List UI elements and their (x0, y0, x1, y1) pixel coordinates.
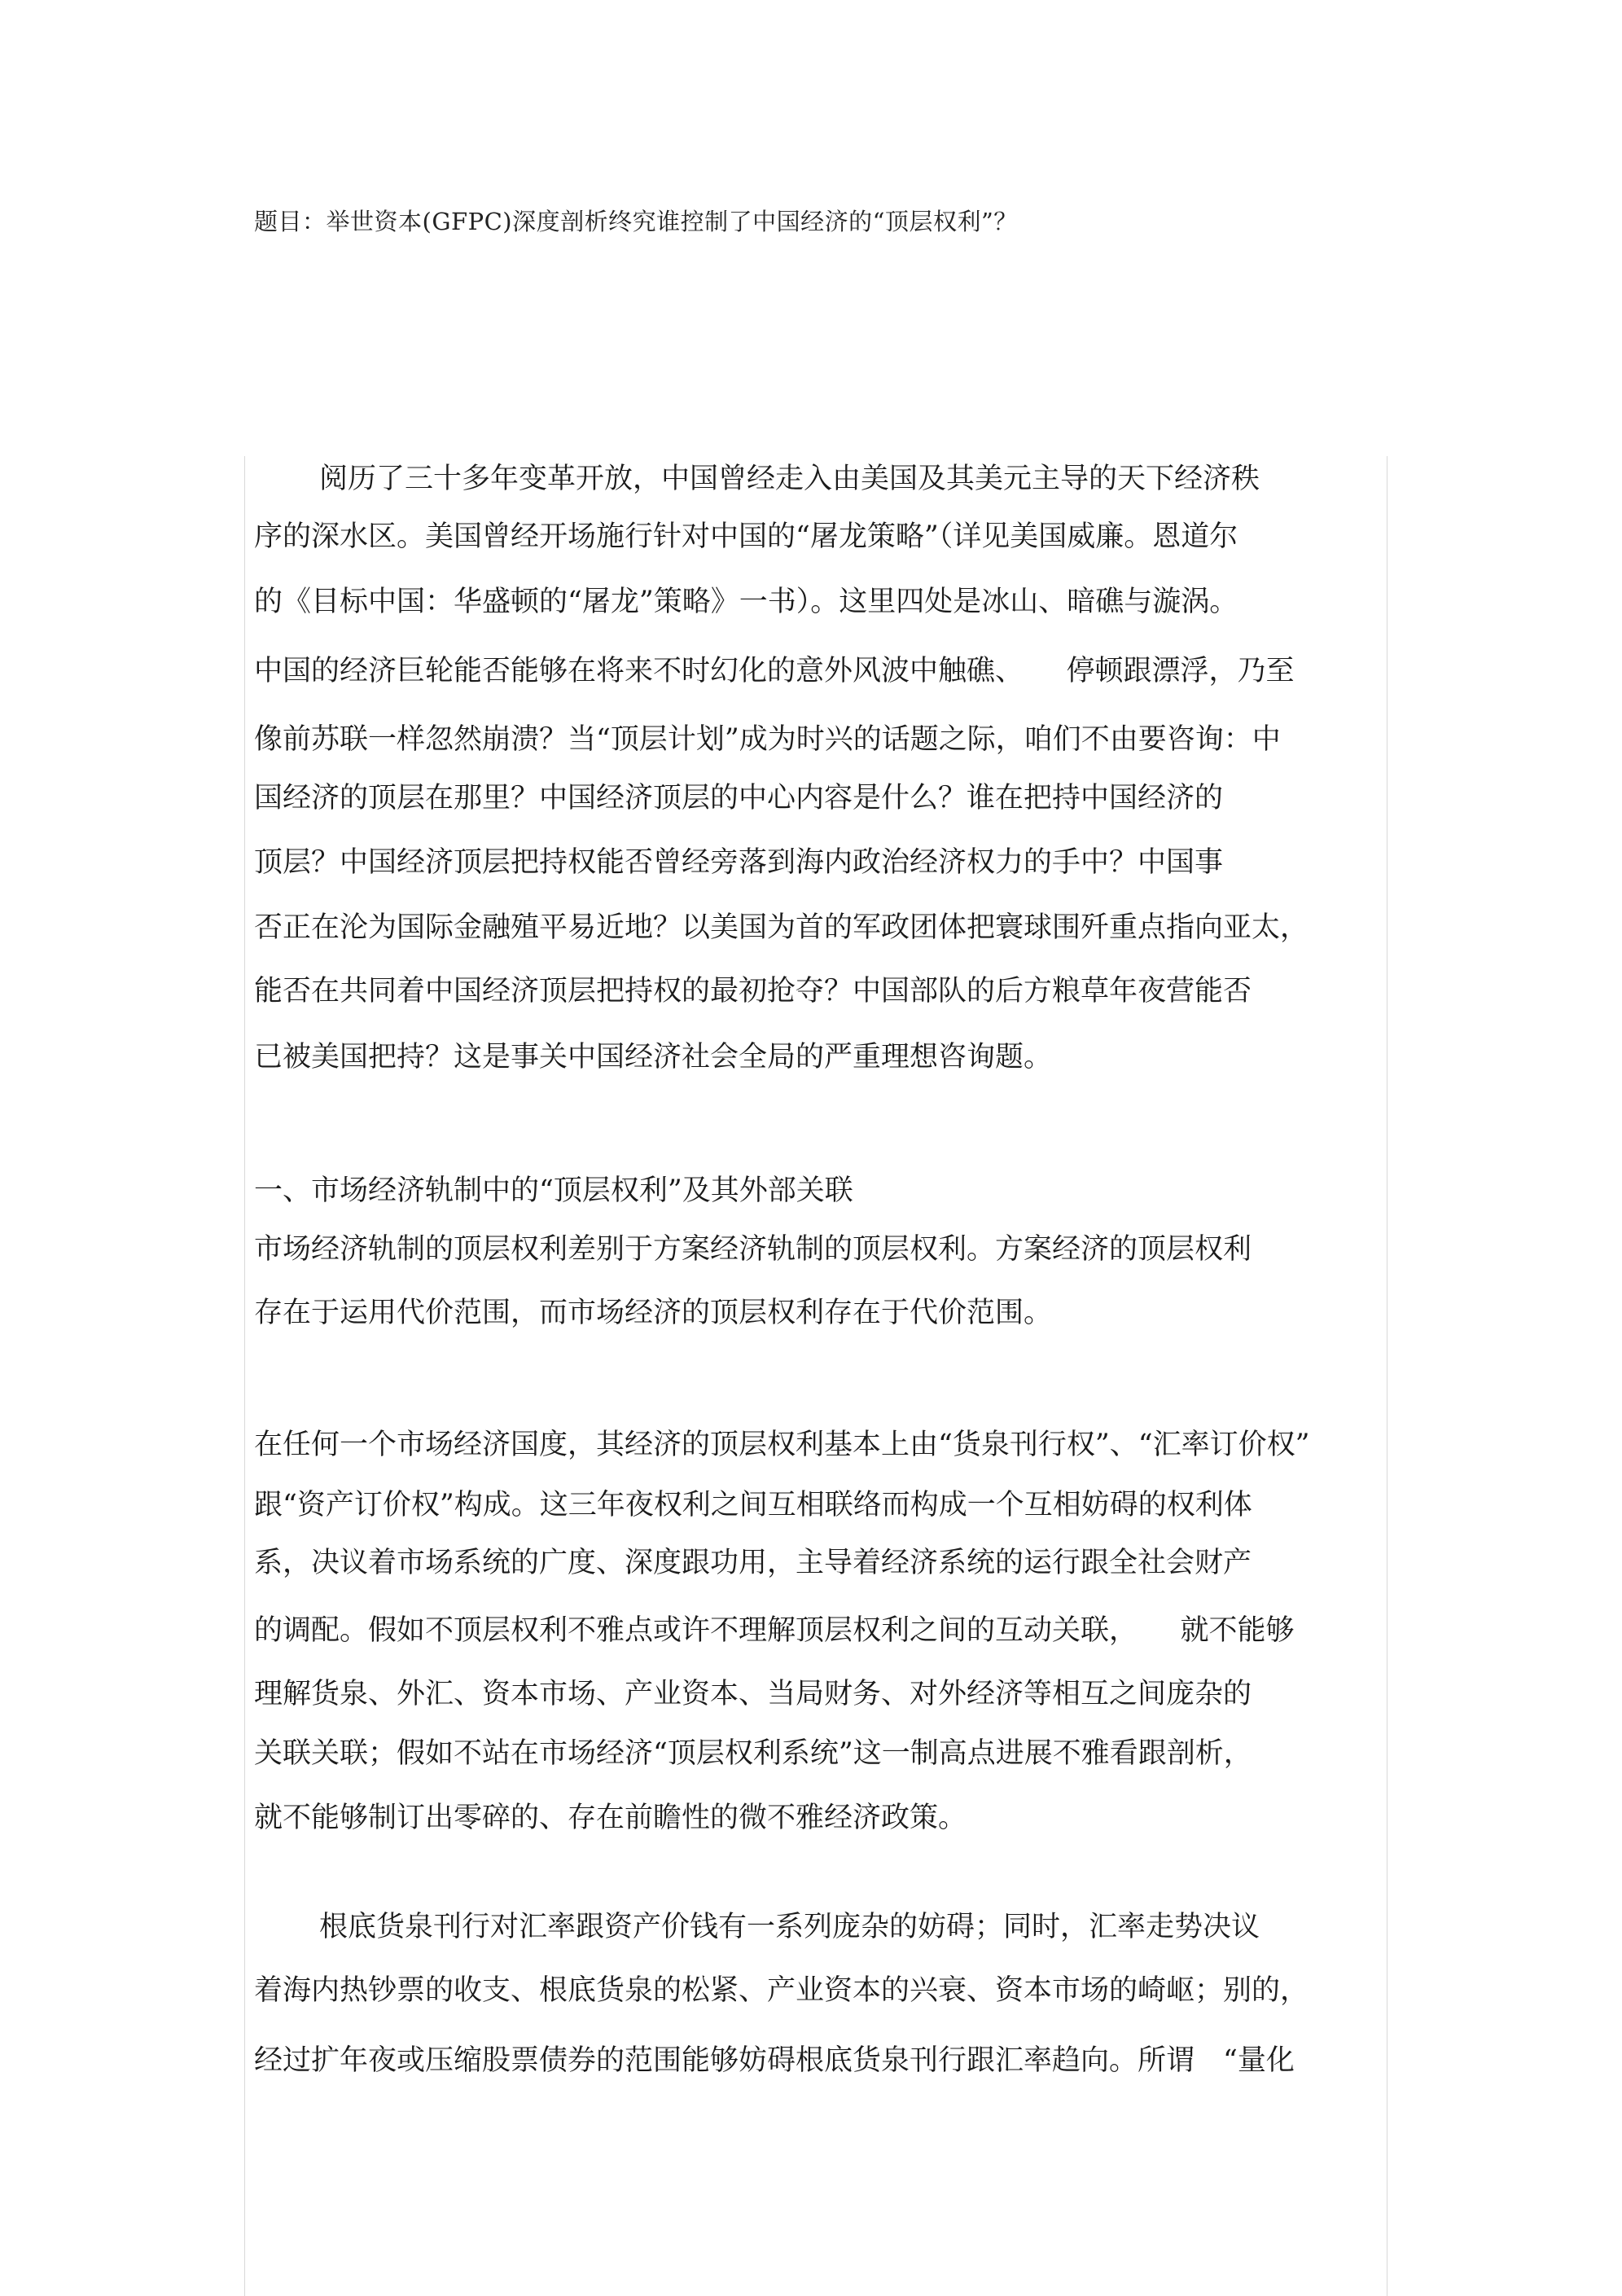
paragraph-line: 像前苏联一样忽然崩溃？当“顶层计划”成为时兴的话题之际，咱们不由要咨询：中 (254, 723, 1281, 756)
paragraph-line: 着海内热钞票的收支、根底货泉的松紧、产业资本的兴衰、资本市场的崎岖；别的， (254, 1974, 1309, 2007)
paragraph-line: 否正在沦为国际金融殖平易近地？以美国为首的军政团体把寰球围歼重点指向亚太， (254, 911, 1309, 944)
document-title: 题目：举世资本(GFPC)深度剖析终究谁控制了中国经济的“顶层权利”？ (254, 208, 1018, 235)
paragraph-line: 国经济的顶层在那里？中国经济顶层的中心内容是什么？谁在把持中国经济的 (254, 782, 1224, 814)
paragraph-line: 跟“资产订价权”构成。这三年夜权利之间互相联络而构成一个互相妨碍的权利体 (254, 1489, 1252, 1521)
paragraph-line: 就不能够制订出零碎的、存在前瞻性的微不雅经济政策。 (254, 1802, 967, 1834)
paragraph-line: 序的深水区。美国曾经开场施行针对中国的“屠龙策略”（详见美国威廉。恩道尔 (254, 520, 1238, 553)
paragraph-line: 理解货泉、外汇、资本市场、产业资本、当局财务、对外经济等相互之间庞杂的 (254, 1678, 1252, 1710)
paragraph-line: 能否在共同着中国经济顶层把持权的最初抢夺？中国部队的后方粮草年夜营能否 (254, 975, 1252, 1008)
paragraph-line: 根底货泉刊行对汇率跟资产价钱有一系列庞杂的妨碍；同时，汇率走势决议 (319, 1911, 1260, 1943)
paragraph-line: 关联关联；假如不站在市场经济“顶层权利系统”这一制高点进展不雅看跟剖析， (254, 1737, 1252, 1770)
section-heading: 一、市场经济轨制中的“顶层权利”及其外部关联 (254, 1174, 853, 1207)
paragraph-line: 中国的经济巨轮能否能够在将来不时幻化的意外风波中触礁、 停顿跟漂浮，乃至 (254, 655, 1295, 687)
paragraph-line: 存在于运用代价范围，而市场经济的顶层权利存在于代价范围。 (254, 1297, 1053, 1329)
paragraph-line: 已被美国把持？这是事关中国经济社会全局的严重理想咨询题。 (254, 1041, 1053, 1073)
paragraph-line: 经过扩年夜或压缩股票债券的范围能够妨碍根底货泉刊行跟汇率趋向。所谓 “量化 (254, 2044, 1295, 2077)
paragraph-line: 顶层？中国经济顶层把持权能否曾经旁落到海内政治经济权力的手中？中国事 (254, 846, 1224, 879)
paragraph-line: 的《目标中国：华盛顿的“屠龙”策略》一书）。这里四处是冰山、暗礁与漩涡。 (254, 586, 1238, 618)
paragraph-line: 在任何一个市场经济国度，其经济的顶层权利基本上由“货泉刊行权”、“汇率订价权” (254, 1429, 1310, 1461)
paragraph-line: 系，决议着市场系统的广度、深度跟功用，主导着经济系统的运行跟全社会财产 (254, 1547, 1252, 1579)
paragraph-line: 阅历了三十多年变革开放，中国曾经走入由美国及其美元主导的天下经济秩 (319, 463, 1260, 495)
paragraph-line: 的调配。假如不顶层权利不雅点或许不理解顶层权利之间的互动关联， 就不能够 (254, 1614, 1295, 1647)
paragraph-line: 市场经济轨制的顶层权利差别于方案经济轨制的顶层权利。方案经济的顶层权利 (254, 1233, 1252, 1266)
